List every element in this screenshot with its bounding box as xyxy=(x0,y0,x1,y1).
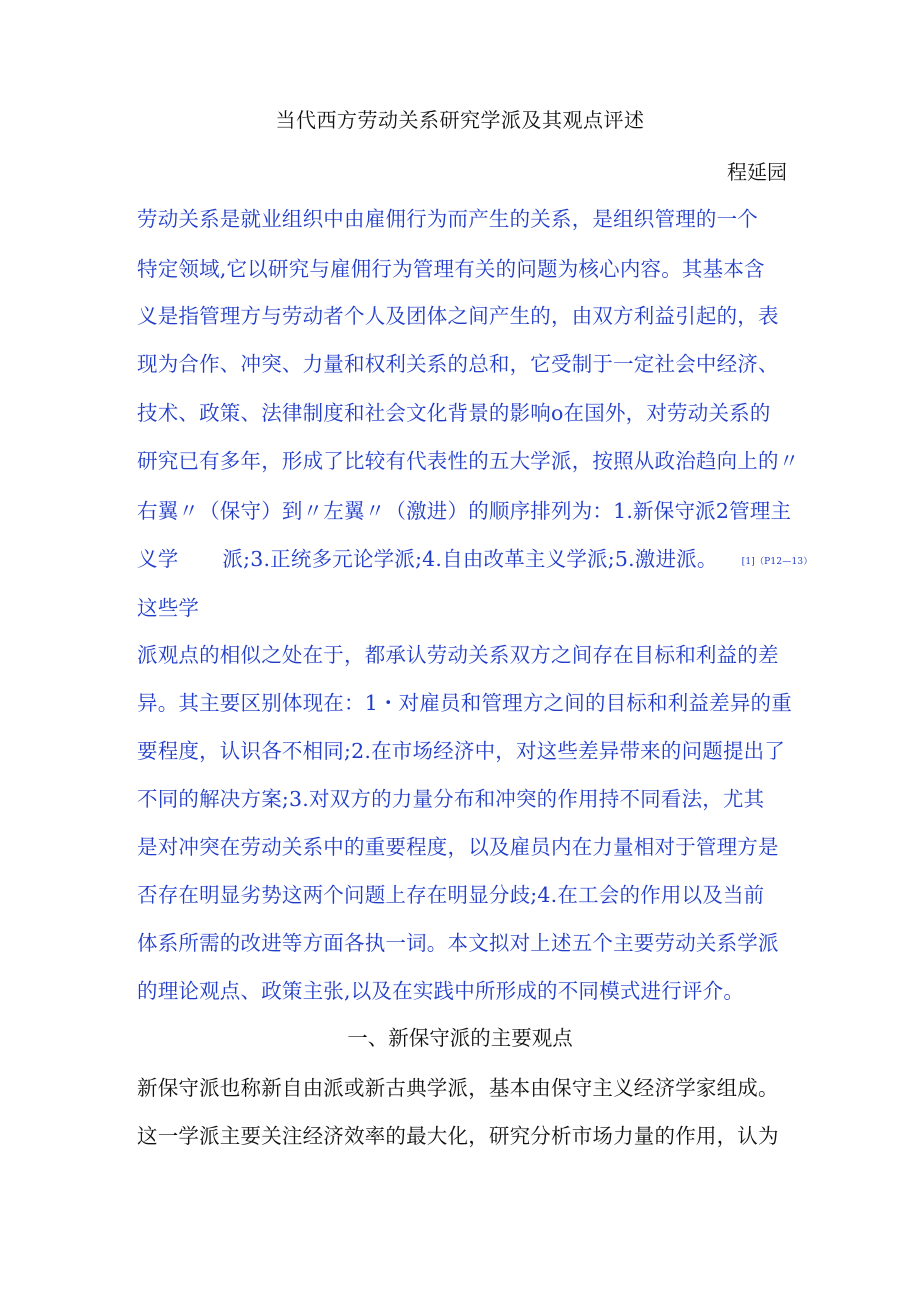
paragraph-line: 这些学 xyxy=(137,596,200,620)
paragraph-line: 派观点的相似之处在于，都承认劳动关系双方之间存在目标和利益的差 xyxy=(137,643,779,667)
paragraph-line: 不同的解决方案;3.对双方的力量分布和冲突的作用持不同看法，尤其 xyxy=(137,787,765,811)
paragraph-line: 否存在明显劣势这两个问题上存在明显分歧;4.在工会的作用以及当前 xyxy=(137,883,765,907)
paragraph-line: 现为合作、冲突、力量和权利关系的总和，它受制于一定社会中经济、 xyxy=(137,352,779,376)
paragraph-line: 这一学派主要关注经济效率的最大化，研究分析市场力量的作用，认为 xyxy=(137,1124,779,1148)
paragraph-line: 体系所需的改进等方面各执一词。本文拟对上述五个主要劳动关系学派 xyxy=(137,931,779,955)
paragraph-line: 要程度，认识各不相同;2.在市场经济中，对这些差异带来的问题提出了 xyxy=(137,739,786,763)
paragraph-line: 研究已有多年，形成了比较有代表性的五大学派，按照从政治趋向上的〃 xyxy=(137,449,800,473)
paragraph-line: 是对冲突在劳动关系中的重要程度，以及雇员内在力量相对于管理方是 xyxy=(137,835,779,859)
paragraph-line: 技术、政策、法律制度和社会文化背景的影响o在国外，对劳动关系的 xyxy=(137,401,771,425)
paragraph-line: 劳动关系是就业组织中由雇佣行为而产生的关系，是组织管理的一个 xyxy=(137,207,758,231)
line-segment: 派;3.正统多元论学派;4.自由改革主义学派;5.激进派。 xyxy=(222,547,718,571)
author-name: 程延园 xyxy=(727,160,787,184)
section-heading: 一、新保守派的主要观点 xyxy=(347,1026,573,1050)
paragraph-line: 异。其主要区别体现在：1・对雇员和管理方之间的目标和利益差异的重 xyxy=(137,691,792,715)
line-segment: 义学 xyxy=(137,547,179,571)
document-title: 当代西方劳动关系研究学派及其观点评述 xyxy=(275,108,645,132)
paragraph-line: 的理论观点、政策主张,以及在实践中所形成的不同模式进行评介。 xyxy=(137,979,745,1003)
paragraph-line: 义是指管理方与劳动者个人及团体之间产生的，由双方利益引起的，表 xyxy=(137,304,779,328)
paragraph-line: 右翼〃（保守）到〃左翼〃（激进）的顺序排列为：1.新保守派2管理主 xyxy=(137,499,792,523)
paragraph-line: 新保守派也称新自由派或新古典学派，基本由保守主义经济学家组成。 xyxy=(137,1076,779,1100)
paragraph-line: 特定领域,它以研究与雇佣行为管理有关的问题为核心内容。其基本含 xyxy=(137,257,765,281)
citation-marker: [1]（P12—13） xyxy=(741,557,813,567)
paragraph-line xyxy=(137,542,813,572)
